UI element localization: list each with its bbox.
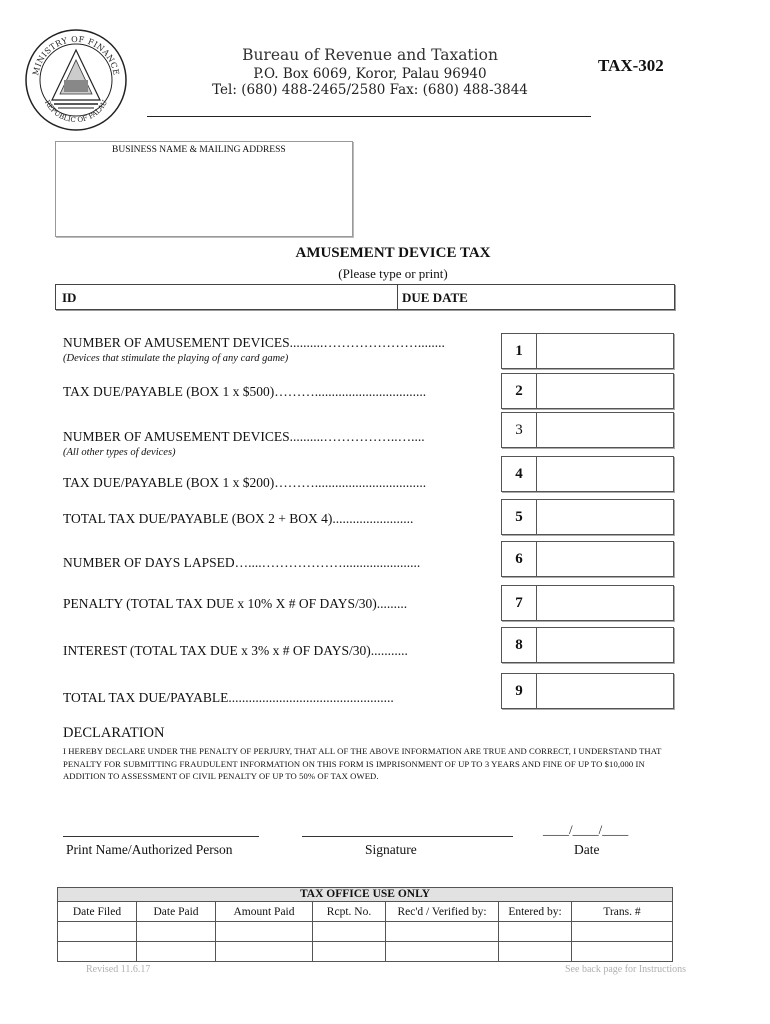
box-4-field[interactable] — [501, 456, 674, 492]
form-title: AMUSEMENT DEVICE TAX — [295, 245, 491, 261]
box-3-field[interactable] — [501, 412, 674, 448]
print-name-line[interactable] — [63, 836, 259, 837]
box-1-field[interactable] — [501, 333, 674, 369]
due-date-label: DUE DATE — [402, 290, 468, 305]
box-6-field[interactable] — [501, 541, 674, 577]
declaration-heading: DECLARATION — [63, 725, 165, 741]
table-cell[interactable] — [313, 942, 386, 962]
table-cell[interactable] — [137, 942, 216, 962]
line-8-label: INTEREST (TOTAL TAX DUE x 3% x # OF DAYS/30)........... — [63, 643, 408, 658]
line-6-label: NUMBER OF DAYS LAPSED…....………………....................... — [63, 555, 421, 570]
id-label: ID — [62, 290, 77, 305]
box-2-field[interactable] — [501, 373, 674, 409]
box-6-number: 6 — [502, 542, 537, 576]
signature-line[interactable] — [302, 836, 513, 837]
tax-office-table — [57, 887, 673, 962]
table-cell[interactable] — [313, 922, 386, 942]
table-cell[interactable] — [137, 922, 216, 942]
box-8-field[interactable] — [501, 627, 674, 663]
line-1-label: NUMBER OF AMUSEMENT DEVICES..........…………………........ — [63, 335, 445, 350]
table-cell[interactable] — [572, 942, 673, 962]
table-cell[interactable] — [499, 942, 572, 962]
line-1-note: (Devices that stimulate the playing of any card game) — [63, 353, 289, 364]
seal-top-text: MINISTRY OF FINANCE — [31, 34, 121, 77]
col-amount-paid: Amount Paid — [216, 902, 313, 922]
ministry-seal — [24, 28, 128, 132]
declaration-text: I HEREBY DECLARE UNDER THE PENALTY OF PERJURY, THAT ALL OF THE ABOVE INFORMATION ARE TRUE AND CORRECT, I UNDERSTAND THAT PENALTY FOR SUBMITTING FRAUDULENT INFORMATION ON THIS FORM IS IMPRISONMENT OF UP TO 3 YEARS AND FINE OF UP TO $10,000 IN ADDITION TO ASSESSMENT OF CIVIL PENALTY OF UP TO 50% OF TAX OWED. — [63, 746, 662, 781]
id-due-date-row — [55, 284, 675, 310]
tax-office-title: TAX OFFICE USE ONLY — [58, 888, 673, 902]
table-cell[interactable] — [216, 922, 313, 942]
box-7-number: 7 — [502, 586, 537, 620]
signature-label: Signature — [365, 842, 417, 857]
col-date-filed: Date Filed — [58, 902, 137, 922]
box-4-number: 4 — [502, 457, 537, 491]
line-5-label: TOTAL TAX DUE/PAYABLE (BOX 2 + BOX 4)........................ — [63, 511, 414, 526]
col-entered-by: Entered by: — [499, 902, 572, 922]
box-9-number: 9 — [502, 674, 537, 708]
line-2-label: TAX DUE/PAYABLE (BOX 1 x $500)………................................. — [63, 384, 427, 399]
box-5-field[interactable] — [501, 499, 674, 535]
box-3-number: 3 — [502, 413, 537, 447]
box-7-field[interactable] — [501, 585, 674, 621]
business-address-label: BUSINESS NAME & MAILING ADDRESS — [112, 145, 286, 155]
header-divider — [147, 116, 591, 117]
revised-date: Revised 11.6.17 — [86, 964, 151, 975]
agency-name: Bureau of Revenue and Taxation — [242, 46, 498, 64]
box-2-number: 2 — [502, 374, 537, 408]
table-header-row — [58, 902, 673, 922]
table-row — [58, 942, 673, 962]
date-label: Date — [574, 842, 600, 857]
box-1-number: 1 — [502, 334, 537, 368]
col-verified-by: Rec'd / Verified by: — [386, 902, 499, 922]
box-9-field[interactable] — [501, 673, 674, 709]
form-subtitle: (Please type or print) — [338, 266, 448, 281]
line-3-label: NUMBER OF AMUSEMENT DEVICES..........……………..….... — [63, 429, 425, 444]
table-cell[interactable] — [216, 942, 313, 962]
date-field[interactable]: ____/____/____ — [543, 822, 629, 837]
table-cell[interactable] — [572, 922, 673, 942]
table-cell[interactable] — [499, 922, 572, 942]
agency-phones: Tel: (680) 488-2465/2580 Fax: (680) 488-3844 — [212, 82, 528, 98]
col-trans-no: Trans. # — [572, 902, 673, 922]
seal-bottom-text: REPUBLIC OF PALAU — [42, 98, 110, 125]
table-cell[interactable] — [386, 922, 499, 942]
business-address-field[interactable] — [55, 141, 353, 237]
line-3-note: (All other types of devices) — [63, 447, 176, 458]
instructions-note: See back page for Instructions — [565, 964, 687, 975]
line-4-label: TAX DUE/PAYABLE (BOX 1 x $200)………................................. — [63, 475, 427, 490]
agency-address: P.O. Box 6069, Koror, Palau 96940 — [253, 66, 487, 82]
table-cell[interactable] — [58, 922, 137, 942]
box-8-number: 8 — [502, 628, 537, 662]
svg-text:REPUBLIC OF PALAU — [43, 99, 109, 124]
table-cell[interactable] — [58, 942, 137, 962]
table-row — [58, 922, 673, 942]
form-number: TAX-302 — [598, 56, 664, 75]
print-name-label: Print Name/Authorized Person — [66, 842, 233, 857]
line-7-label: PENALTY (TOTAL TAX DUE x 10% X # OF DAYS/30)......... — [63, 596, 408, 611]
line-9-label: TOTAL TAX DUE/PAYABLE................................................. — [63, 690, 394, 705]
col-date-paid: Date Paid — [137, 902, 216, 922]
col-rcpt-no: Rcpt. No. — [313, 902, 386, 922]
box-5-number: 5 — [502, 500, 537, 534]
table-cell[interactable] — [386, 942, 499, 962]
